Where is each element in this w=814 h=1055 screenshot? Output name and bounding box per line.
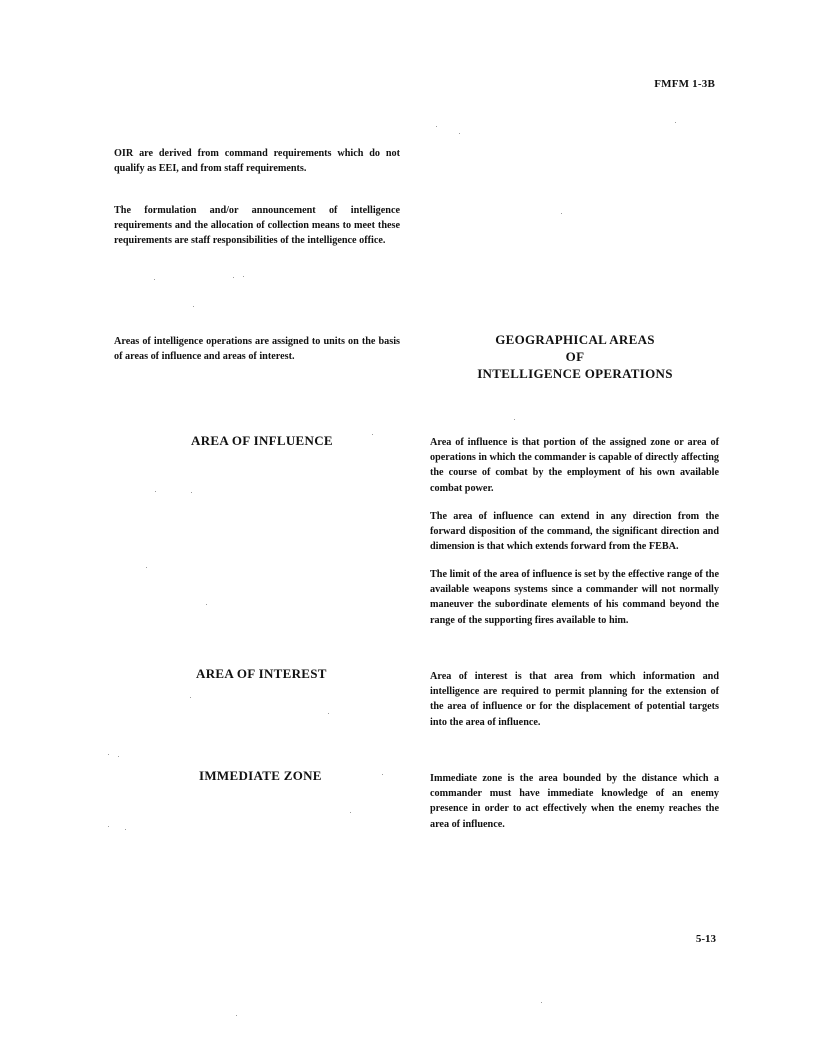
scan-speck: [118, 756, 119, 757]
scan-speck: [155, 491, 156, 492]
scan-speck: [236, 1015, 237, 1016]
scan-speck: [125, 829, 126, 830]
scan-speck: [350, 812, 351, 813]
heading-immediate-zone: IMMEDIATE ZONE: [199, 768, 322, 783]
scan-speck: [328, 713, 329, 714]
scan-speck: [243, 276, 244, 277]
scan-speck: [382, 774, 383, 775]
interest-paragraph: Area of interest is that area from which information and intelligence are required to permit planning for the extension of the area of influence or for the displacement of potential targets into the area of influence.: [430, 671, 719, 728]
immediate-zone-paragraph: Immediate zone is the area bounded by the distance which a commander must have immediate knowledge of an enemy presence in order to act effectively when the enemy reaches the area of influence.: [430, 773, 719, 830]
areas-of-operations-paragraph: Areas of intelligence operations are assigned to units on the basis of areas of influence and areas of interest.: [114, 336, 400, 363]
heading-area-of-interest: AREA OF INTEREST: [196, 666, 327, 681]
section-title: [464, 332, 686, 382]
scan-speck: [154, 279, 155, 280]
scan-speck: [193, 306, 194, 307]
scan-speck: [146, 567, 147, 568]
section-title-line-1: GEOGRAPHICAL AREAS: [495, 332, 655, 347]
scan-speck: [436, 126, 437, 127]
influence-paragraph-3: The limit of the area of influence is set by the effective range of the available weapons systems since a commander will not normally maneuver the subordinate elements of his command beyond the range of the supporting fires available to him.: [430, 569, 719, 626]
scan-speck: [190, 697, 191, 698]
scan-speck: [514, 419, 515, 420]
scan-speck: [541, 1002, 542, 1003]
scan-speck: [675, 122, 676, 123]
section-title-line-2: OF: [565, 348, 585, 364]
influence-paragraph-1: Area of influence is that portion of the assigned zone or area of operations in which the commander is capable of directly affecting the course of combat by the employment of his own available combat power.: [430, 437, 719, 494]
scan-speck: [206, 604, 207, 605]
scan-speck: [372, 434, 373, 435]
scan-speck: [108, 754, 109, 755]
page-number: 5-13: [695, 933, 716, 945]
heading-area-of-influence: AREA OF INFLUENCE: [191, 433, 333, 448]
formulation-paragraph: The formulation and/or announcement of intelligence requirements and the allocation of collection means to meet these requirements are staff responsibilities of the intelligence office.: [114, 205, 400, 247]
scan-speck: [191, 492, 192, 493]
influence-paragraph-2: The area of influence can extend in any direction from the forward disposition of the command, the significant direction and dimension is that which extends forward from the FEBA.: [430, 511, 719, 553]
scan-speck: [233, 277, 234, 278]
oir-paragraph: OIR are derived from command requirements which do not qualify as EEI, and from staff requirements.: [114, 148, 400, 175]
document-id-header: FMFM 1-3B: [654, 78, 715, 90]
scan-speck: [459, 133, 460, 134]
scan-speck: [561, 213, 562, 214]
scan-speck: [108, 826, 109, 827]
section-title-line-3: INTELLIGENCE OPERATIONS: [477, 365, 673, 381]
